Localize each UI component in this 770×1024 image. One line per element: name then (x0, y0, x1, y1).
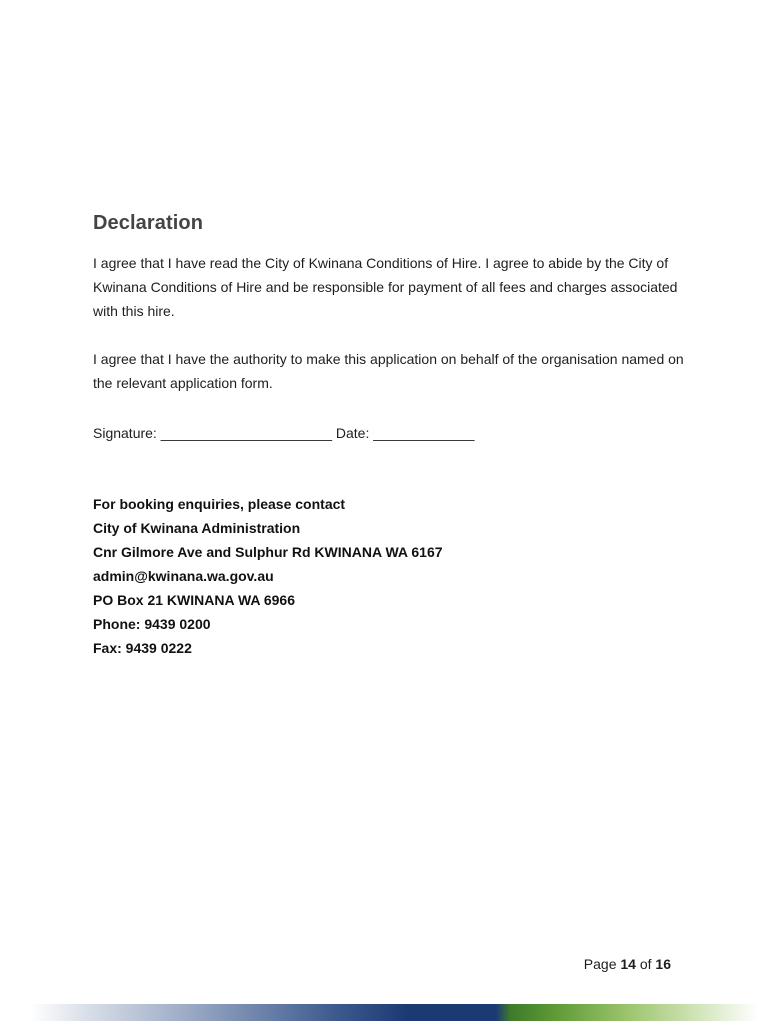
contact-intro: For booking enquiries, please contact (93, 496, 346, 512)
current-page: 14 (620, 956, 636, 972)
footer-gradient-band (30, 1004, 758, 1021)
contact-po-box: PO Box 21 KWINANA WA 6966 (93, 592, 296, 608)
declaration-heading: Declaration (93, 212, 204, 234)
page-number (584, 954, 671, 974)
declaration-paragraph-conditions: I agree that I have read the City of Kwinana Conditions of Hire. I agree to abide by the City of Kwinana Conditions of Hire and be responsible for payment of all fees and charges associated with this hire. (93, 255, 678, 319)
contact-organisation: City of Kwinana Administration (93, 520, 301, 536)
total-pages: 16 (655, 956, 671, 972)
contact-block (93, 492, 443, 660)
contact-street-address: Cnr Gilmore Ave and Sulphur Rd KWINANA WA 6167 (93, 544, 443, 560)
contact-email: admin@kwinana.wa.gov.au (93, 568, 274, 584)
page-label: Page (583, 956, 617, 972)
declaration-paragraph-authority: I agree that I have the authority to make this application on behalf of the organisation named on the relevant application form. (93, 351, 684, 391)
contact-fax: Fax: 9439 0222 (93, 640, 192, 656)
of-label: of (639, 956, 652, 972)
signature-date-line: Signature: ______________________ Date: _____________ (93, 425, 475, 441)
contact-phone: Phone: 9439 0200 (93, 616, 211, 632)
